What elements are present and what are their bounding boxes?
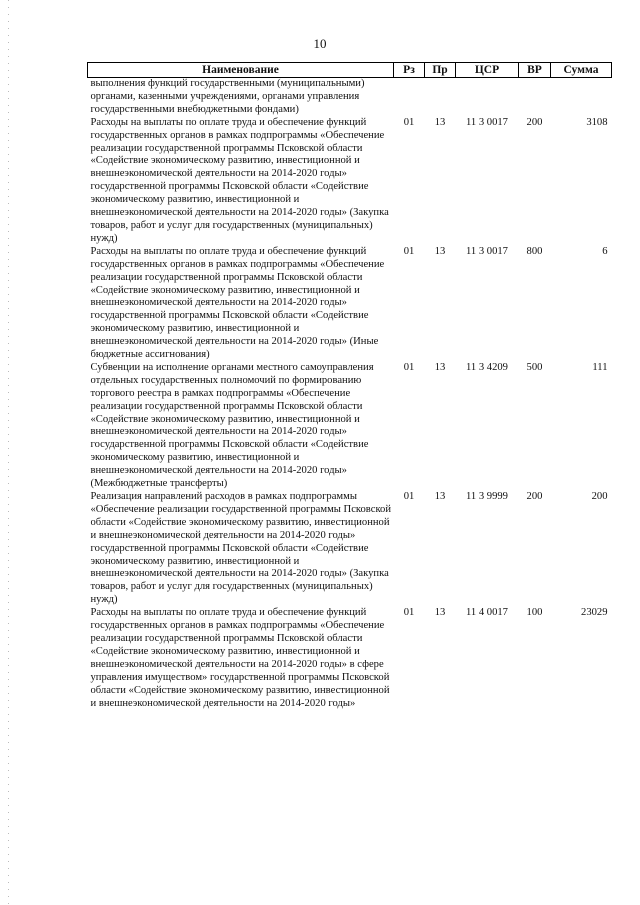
budget-table [87, 62, 612, 710]
cell-pr: 13 [434, 245, 446, 257]
cell-rz [394, 78, 425, 117]
cell-vr [519, 78, 551, 117]
cell-pr: 13 [434, 607, 446, 619]
cell-rz: 01 [403, 245, 415, 257]
cell-csr: 11 3 4209 [466, 361, 508, 373]
cell-pr [425, 78, 456, 117]
cell-csr: 11 4 0017 [466, 607, 508, 619]
header-csr: ЦСР [456, 63, 519, 78]
scan-edge-artifact [8, 0, 9, 905]
table-row [88, 362, 612, 491]
cell-rz: 01 [403, 116, 415, 128]
table-row [88, 78, 612, 117]
cell-name: Расходы на выплаты по оплате труда и обеспечение функций государственных органов в рамках подпрограммы «Обеспечение реализации государственной программы Псковской области «Содействие экономическому развитию, инвестиционной и внешнеэкономической деятельности на 2014-2020 годы» в сфере управления имуществом» государственной программы Псковской области «Содействие экономическому развитию, инвестиционной и внешнеэкономической деятельности на 2014-2020 годы» [90, 607, 390, 709]
cell-csr: 11 3 0017 [466, 116, 508, 128]
cell-vr: 800 [526, 245, 543, 257]
table-row [88, 246, 612, 362]
cell-vr: 100 [526, 607, 543, 619]
cell-csr: 11 3 0017 [466, 245, 508, 257]
cell-vr: 200 [526, 116, 543, 128]
table-header [88, 63, 612, 78]
cell-sum: 3108 [586, 116, 608, 128]
cell-name: Реализация направлений расходов в рамках подпрограммы «Обеспечение реализации государственной программы Псковской области «Содействие экономическому развитию, инвестиционной и внешнеэкономической деятельности на 2014-2020 годы» государственной программы Псковской области «Содействие экономическому развитию, инвестиционной и внешнеэкономической деятельности на 2014-2020 годы» (Закупка товаров, работ и услуг для государственных (муниципальных) нужд) [90, 491, 392, 606]
cell-pr: 13 [434, 491, 446, 502]
cell-sum: 111 [592, 361, 608, 373]
table-row [88, 607, 612, 710]
cell-name: Субвенции на исполнение органами местного самоуправления отдельных государственных полномочий по формированию торгового реестра в рамках подпрограммы «Обеспечение реализации государственной программы Псковской области «Содействие экономическому развитию, инвестиционной и внешнеэкономической деятельности на 2014-2020 годы» государственной программы Псковской области «Содействие экономическому развитию, инвестиционной и внешнеэкономической деятельности на 2014-2020 годы» (Межбюджетные трансферты) [90, 361, 374, 490]
cell-rz: 01 [403, 607, 415, 619]
cell-pr: 13 [434, 361, 446, 373]
header-rz: Рз [394, 63, 425, 78]
cell-sum: 23029 [581, 607, 608, 619]
cell-csr: 11 3 9999 [466, 491, 508, 502]
cell-sum: 6 [602, 245, 608, 257]
cell-sum: 200 [591, 491, 608, 502]
header-row [88, 63, 612, 78]
cell-vr: 200 [526, 491, 543, 502]
cell-name: выполнения функций государственными (муниципальными) органами, казенными учреждениями, органами управления государственными внебюджетными фондами) [90, 78, 365, 115]
page-number: 10 [313, 36, 327, 51]
table-body [88, 78, 612, 711]
table-row [88, 117, 612, 246]
cell-rz: 01 [403, 361, 415, 373]
header-name: Наименование [88, 63, 394, 78]
header-pr: Пр [425, 63, 456, 78]
header-vr: ВР [519, 63, 551, 78]
table-row [88, 491, 612, 607]
cell-name: Расходы на выплаты по оплате труда и обеспечение функций государственных органов в рамках подпрограммы «Обеспечение реализации государственной программы Псковской области «Содействие экономическому развитию, инвестиционной и внешнеэкономической деятельности на 2014-2020 годы» государственной программы Псковской области «Содействие экономическому развитию, инвестиционной и внешнеэкономической деятельности на 2014-2020 годы» (Иные бюджетные ассигнования) [90, 245, 385, 361]
cell-name: Расходы на выплаты по оплате труда и обеспечение функций государственных органов в рамках подпрограммы «Обеспечение реализации государственной программы Псковской области «Содействие экономическому развитию, инвестиционной и внешнеэкономической деятельности на 2014-2020 годы» государственной программы Псковской области «Содействие экономическому развитию, инвестиционной и внешнеэкономической деятельности на 2014-2020 годы» (Закупка товаров, работ и услуг для государственных (муниципальных) нужд) [90, 116, 389, 244]
cell-rz: 01 [403, 491, 415, 502]
cell-pr: 13 [434, 116, 446, 128]
header-sum: Сумма [551, 63, 612, 78]
cell-sum [551, 78, 612, 117]
cell-vr: 500 [526, 361, 543, 373]
cell-csr [456, 78, 519, 117]
